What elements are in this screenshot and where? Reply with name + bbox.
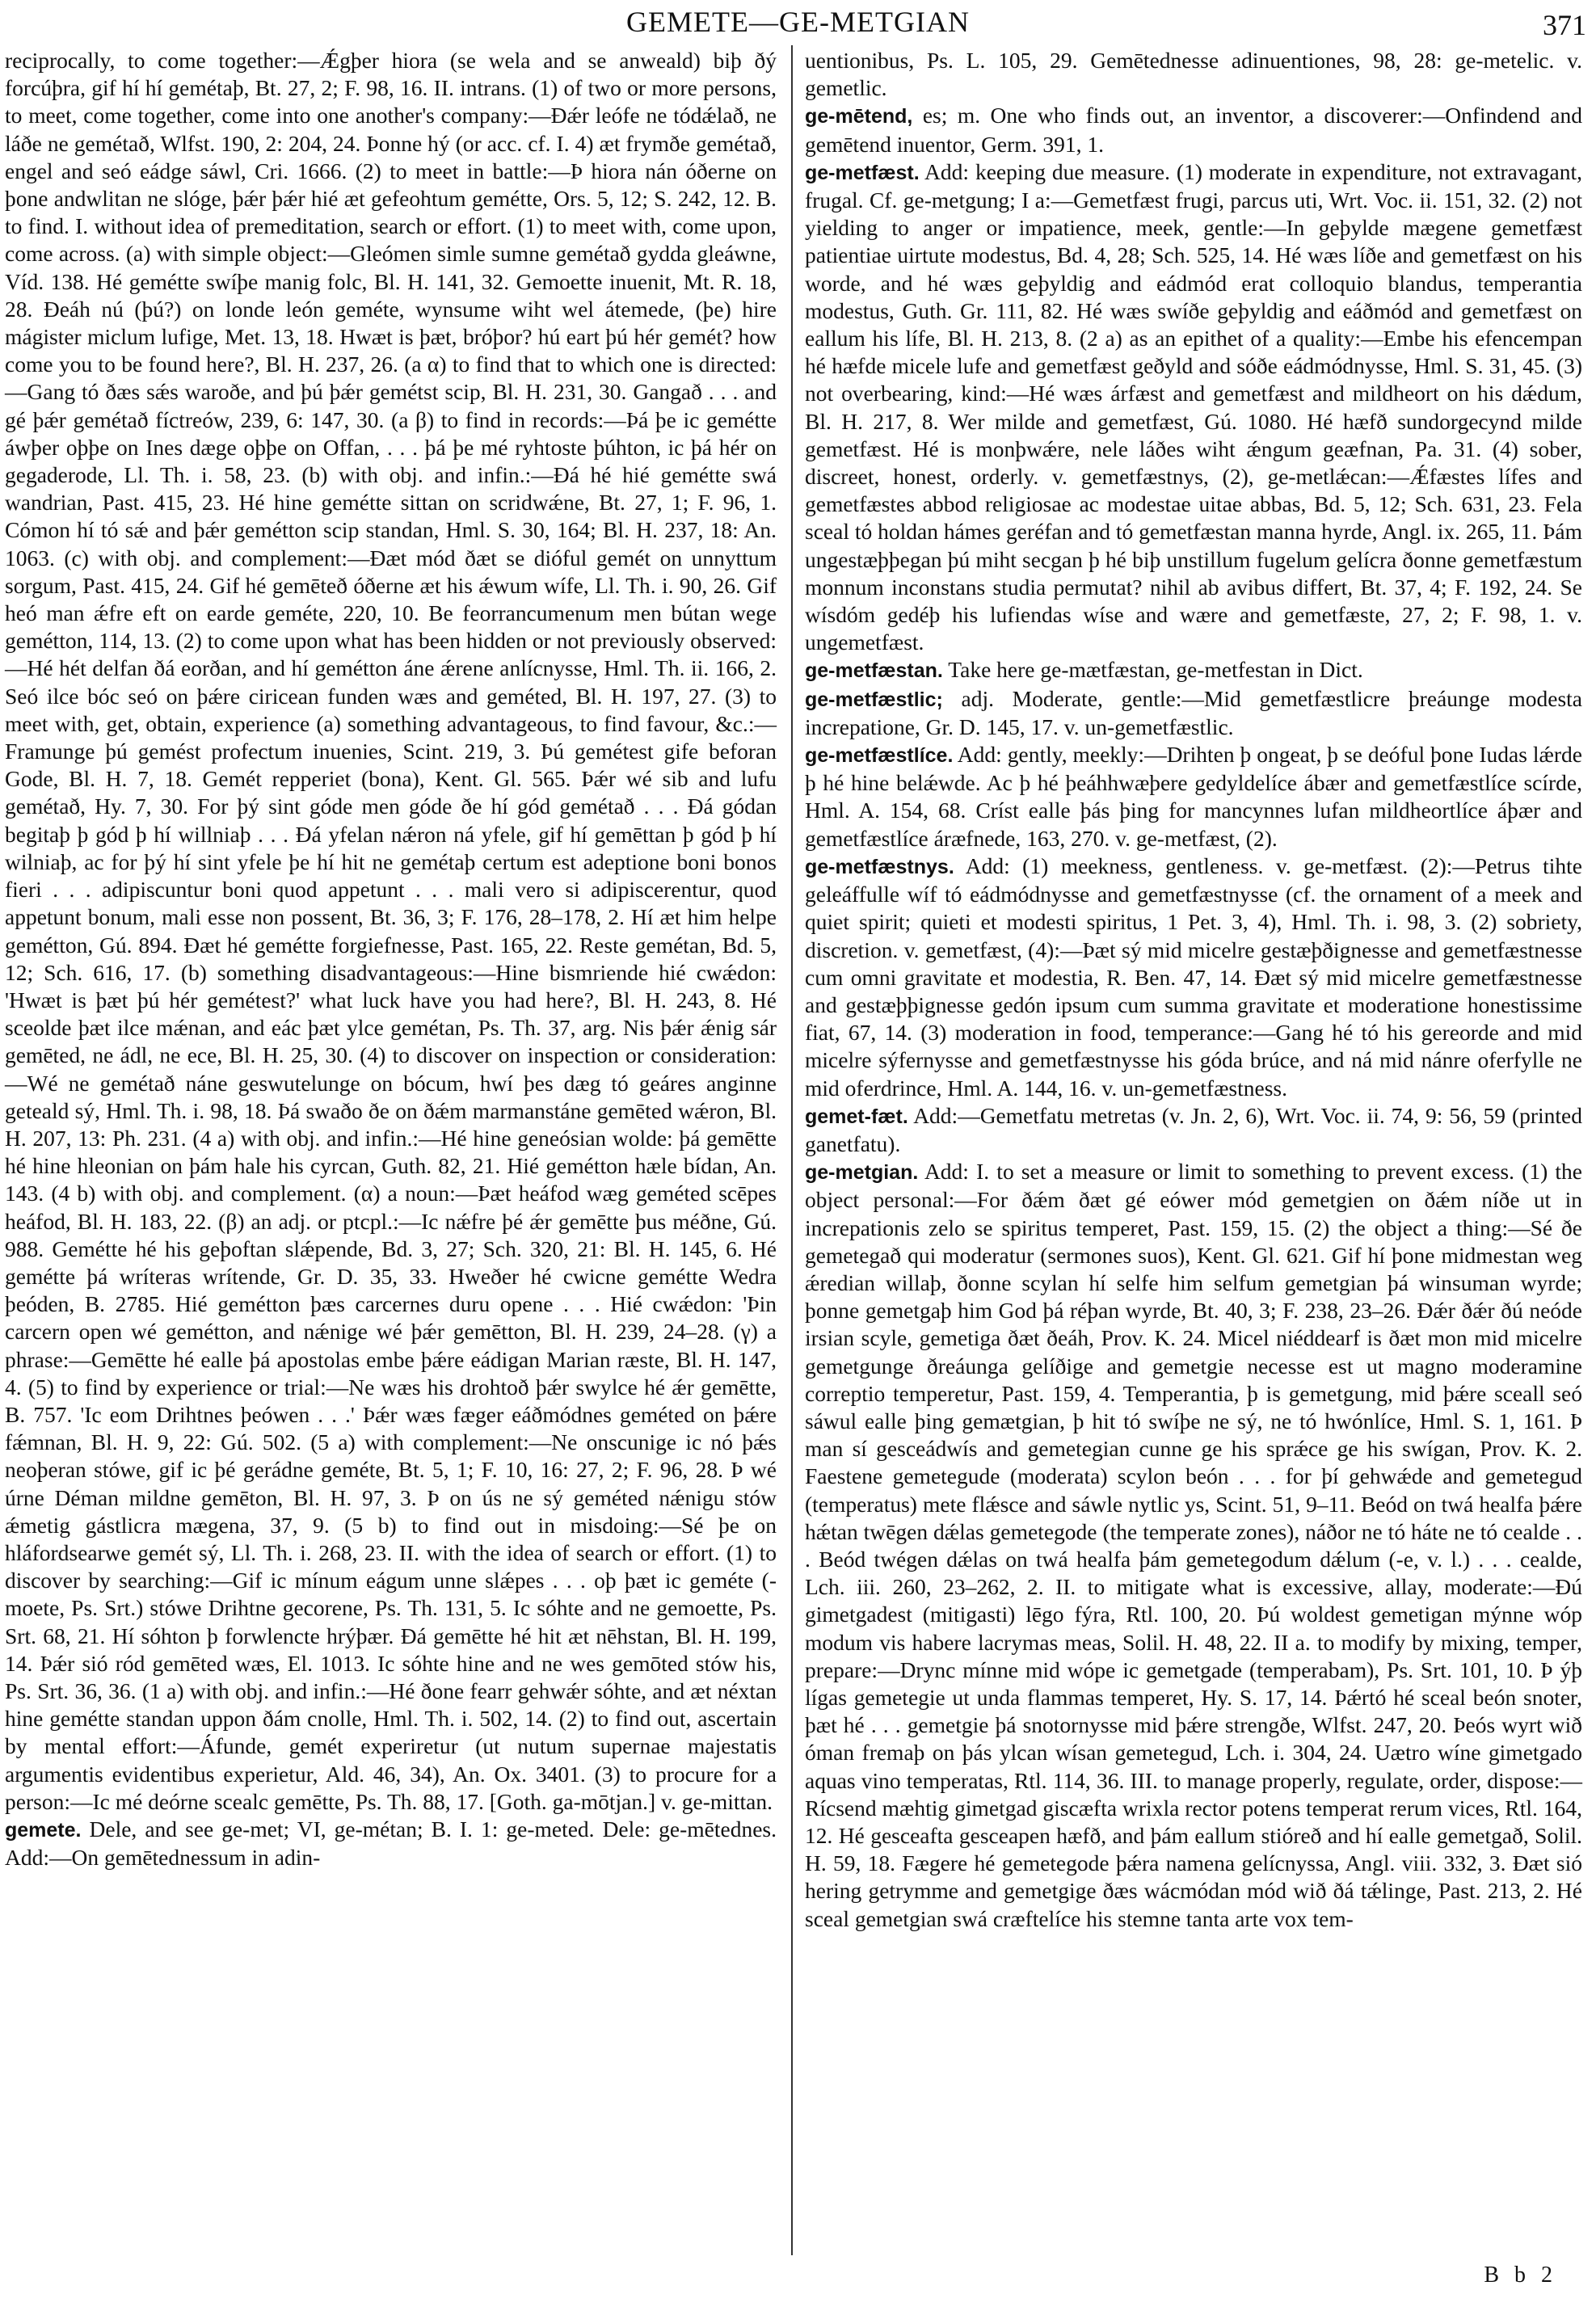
entry-headword: ge-metfæstlíce.	[805, 744, 954, 768]
page-header-title: GEMETE—GE-METGIAN	[626, 6, 970, 38]
entry-text: Add:—Gemetfatu metretas (v. Jn. 2, 6), Wrt. Voc. ii. 74, 9: 56, 59 (printed ganetfatu).	[805, 1102, 1582, 1156]
entry-headword: gemet-fæt.	[805, 1105, 908, 1128]
dictionary-entry	[805, 1102, 1582, 1158]
entry-headword: ge-metfæst.	[805, 161, 920, 184]
dictionary-entry	[805, 852, 1582, 1102]
entry-text: adj. Moderate, gentle:—Mid gemetfæstlicre þreáunge modesta increpatione, Gr. D. 145, 17. v. un-gemetfæstlic.	[805, 685, 1582, 739]
entry-text: Add: gently, meekly:—Drihten þ ongeat, þ se deóful þone Iudas lǽrde þ hé hine belǽwde. Ac þ hé þeáhhwæþere gedyldelíce ábær and gemetfæstlíce scírde, Hml. A. 154, 68. Críst ealle þás þing for mancynnes lufan mildheortlíce áþær and gemetfæstlíce áræfnede, 163, 270. v. ge-metfæst, (2).	[805, 742, 1582, 851]
entry-text: Dele, and see ge-met; VI, ge-métan; B. I. 1: ge-meted. Dele: ge-mētednes. Add:—On gemētednessum in adin-	[5, 1816, 777, 1871]
left-column	[5, 47, 777, 1871]
entry-text: Add: I. to set a measure or limit to something to prevent excess. (1) the object personal:—For ðǽm ðæt gé eówer mód gemetgien on ðǽm níðe ut in increpationis zelo se spiritus temperet, Past. 159, 15. (2) the object a thing:—Sé ðe gemetegað qui moderatur (sermones suos), Kent. Gl. 621. Gif hí þone midmestan weg ǽredian willaþ, ðonne scylan hí selfe him selfum gemetgian þá winsuman wyrde; þonne gemetgaþ him God þá réþan wyrde, Bt. 40, 3; F. 238, 23–26. Ðǽr ðǽr ðú neóde irsian scyle, gemetiga ðæt ðeáh, Prov. K. 24. Micel niéddearf is ðæt mon mid micelre gemetgunge ðreáunga gelíðige and gemetgie necesse est ut magno moderamine correptio temperetur, Past. 159, 4. Temperantia, þ is gemetgung, mid þǽre sceall seó sáwul ealle þing gemætgian, þ hit tó swíþe ne sý, ne tó hwónlíce, Hml. S. 1, 161. Þ man sí gesceádwís and gemetegian cunne ge his sprǽce ge his swígan, Prov. K. 2. Faestene gemetegude (moderata) scylon beón . . . for þí gehwǽde and gemetegud (temperatus) mete flǽsce and sáwle nytlic ys, Scint. 51, 9–11. Beód on twá healfa þǽre hǽtan twēgen dǽlas gemetegode (the temperate zones), náðor ne tó háte ne tó cealde . . . Beód twégen dǽlas on twá healfa þám gemetegodum dǽlum (-e, v. l.) . . . cealde, Lch. iii. 260, 23–262, 2. II. to mitigate what is excessive, allay, moderate:—Ðú gimetgadest (mitigasti) lēgo fýra, Rtl. 100, 20. Þú woldest gemetigan mýnne wóp modum vis habere lacrymas meas, Solil. H. 48, 22. II a. to modify by mixing, temper, prepare:—Drync mínne mid wópe ic gemetgade (temperabam), Ps. Srt. 101, 10. Þ ýþ lígas gemetegie ut unda flammas temperet, Hy. S. 17, 14. Þǽrtó hé sceal beón snoter, þæt hé . . . gemetgie þá snotornysse mid þǽre strengðe, Wlfst. 247, 20. Þeós wyrt wið óman fremaþ on þás ylcan wísan gemetegud, Lch. i. 304, 24. Uætro wíne gimetgado aquas vino temperatas, Rtl. 114, 36. III. to manage properly, regulate, order, dispose:—Rícsend mæhtig gimetgad giscæfta wrixla rector potens temperat rerum vices, Rtl. 164, 12. Hé gesceafta gesceapen hæfð, and þám eallum stióreð and hí ealle gemetgað, Solil. H. 59, 18. Fægere hé gemetegode þǽra namena gelícnyssa, Angl. viii. 332, 3. Ðæt sió hering getrymme and gemetgige ðæs wácmódan mód wið ðá tǽlinge, Past. 213, 2. Hé sceal gemetgian swá cræftelíce his stemne tanta arte vox tem-	[805, 1159, 1582, 1931]
entry-headword: gemete.	[5, 1819, 82, 1842]
dictionary-entry	[805, 656, 1582, 684]
dictionary-entry	[805, 158, 1582, 657]
right-column	[805, 47, 1582, 1933]
entry-headword: ge-metfæstlic;	[805, 688, 943, 711]
entry-headword: ge-metfæstan.	[805, 659, 943, 683]
page-number: 371	[1543, 9, 1586, 41]
dictionary-entry	[805, 102, 1582, 158]
entry-continuation	[805, 47, 1582, 102]
dictionary-entry	[805, 685, 1582, 741]
dictionary-entry	[805, 1158, 1582, 1933]
entry-headword: ge-metgian.	[805, 1161, 919, 1185]
entry-text: Add: (1) meekness, gentleness. v. ge-metfæst. (2):—Petrus tihte geleáffulle wíf tó eádmódnysse and gemetfæstnysse (cf. the ornament of a meek and quiet spirit; quieti et modesti spiritus, 1 Pet. 3, 4), Hml. Th. i. 98, 3. (2) sobriety, discretion. v. gemetfæst, (4):—Þæt sý mid micelre gestæþðignesse and gemetfæstnesse cum omni gravitate et modestia, R. Ben. 47, 14. Ðæt sý mid micelre gemetfæstnesse and gestæþþignesse gedón ipsum cum summa gravitate et moderatione honestissime fiat, 67, 14. (3) moderation in food, temperance:—Gang hé tó his gereorde and mid micelre sýfernysse and gemetfæstnysse his góda brúce, and ná mid nánre oferfylle ne mid oferdrince, Hml. A. 144, 16. v. un-gemetfæstness.	[805, 852, 1582, 1101]
entry-headword: ge-mētend,	[805, 105, 913, 128]
entry-text: es; m. One who finds out, an inventor, a discoverer:—Onfindend and gemētend inuentor, Germ. 391, 1.	[805, 103, 1582, 157]
printer-signature-mark: B b 2	[1484, 2263, 1557, 2288]
entry-headword: ge-metfæstnys.	[805, 855, 954, 878]
entry-continuation	[5, 47, 777, 1816]
entry-text: Take here ge-mætfæstan, ge-metfestan in Dict.	[942, 657, 1363, 683]
entry-text: Add: keeping due measure. (1) moderate in expenditure, not extravagant, frugal. Cf. ge-metgung; I a:—Gemetfæst frugi, parcus uti, Wrt. Voc. ii. 151, 32. (2) not yielding to anger or impatience, meek, gentle:—In geþylde mægene gemetfæst patientiae uirtute modestus, Bd. 4, 28; Sch. 525, 14. Hé wæs líðe and gemetfæst on his worde, and hé wæs geþyldig and eádmód erat colloquio blandus, temperantia modestus, Guth. Gr. 111, 82. Hé wæs swíðe geþyldig and eáðmód and gemetfæst on eallum his lífe, Bl. H. 213, 8. (2 a) as an epithet of a quality:—Embe his efencempan hé hæfde micele lufe and gemetfæst geðyld and sóðe eádmódnysse, Hml. S. 31, 45. (3) not overbearing, kind:—Hé wæs árfæst and gemetfæst and mildheort on his dǽdum, Bl. H. 217, 8. Wer milde and gemetfæst, Gú. 1080. Hé hæfð sundorgecynd milde gemetfæst. Hé is monþwǽre, nele láðes wiht ǽngum geæfnan, Pa. 31. (4) sober, discreet, honest, orderly. v. gemetfæstnys, (2), ge-metlǽcan:—Ǽfæstes lífes and gemetfæstes abbod religiosae ac modestae uitae abbas, Bd. 5, 12; Sch. 631, 23. Fela sceal tó holdan hámes geréfan and tó gemetfæstan manna hyrde, Angl. ix. 265, 11. Þám ungestæþþegan þú miht secgan þ hé biþ unstillum fugelum gelícra ðonne gemetfæstum monnum inconstans studia permutat? nihil ab avibus differt, Bt. 37, 4; F. 192, 24. Se wísdóm gedéþ his lufiendas wíse and wære and gemetfæste, 27, 2; F. 98, 1. v. ungemetfæst.	[805, 158, 1583, 655]
entry-text: uentionibus, Ps. L. 105, 29. Gemētednesse adinuentiones, 98, 28: ge-metelic. v. gemetlic.	[805, 48, 1582, 101]
dictionary-entry	[5, 1816, 777, 1871]
entry-text: reciprocally, to come together:—Ǽgþer hiora (se wela and se anweald) biþ ðý forcúþra, gif hí hí gemétaþ, Bt. 27, 2; F. 98, 16. II. intrans. (1) of two or more persons, to meet, come together, come into one another's company:—Ðǽr leófe ne tódǽlað, ne láðe ne gemétað, Wlfst. 190, 2: 204, 24. Þonne hý (or acc. cf. I. 4) æt frymðe gemétað, engel and seó eádge sáwl, Cri. 1666. (2) to meet in battle:—Þ hiora nán óðerne on þone andwlitan ne slóge, þǽr þǽr hié æt gefeohtum gemétte, Ors. 5, 12; S. 242, 12. B. to find. I. without idea of premeditation, search or effort. (1) to meet with, come upon, come across. (a) with simple object:—Gleómen simle sumne gemétað gydda gleáwne, Víd. 138. Hé gemétte swíþe manig folc, Bl. H. 141, 32. Gemoette inuenit, Mt. R. 18, 28. Ðeáh nú (þú?) on londe león geméte, wynsume wiht wel átemede, (þe) hire mágister miclum lufige, Met. 13, 18. Hwæt is þæt, bróþor? hú eart þú hér gemét? how come you to be found here?, Bl. H. 237, 26. (a α) to find that to which one is directed:—Gang tó ðæs sǽs waroðe, and þú þǽr gemétst scip, Bl. H. 231, 30. Gangað . . . and gé þǽr gemétað fíctreów, 239, 6: 147, 30. (a β) to find in records:—Þá þe ic gemétte áwþer oþþe on Ines dæge oþþe on Offan, . . . þá þe mé ryhtoste þúhton, ic þá hér on gegaderode, Ll. Th. i. 58, 23. (b) with obj. and infin.:—Ðá hé hié gemétte swá wandrian, Past. 415, 23. Hé hine gemétte sittan on scridwǽne, Bt. 27, 1; F. 96, 1. Cómon hí tó sǽ and þǽr gemétton scip standan, Hml. S. 30, 164; Bl. H. 237, 18: An. 1063. (c) with obj. and complement:—Ðæt mód ðæt se dióful gemét on unnyttum sorgum, Past. 415, 24. Gif hé gemēteð óðerne æt his ǽwum wífe, Ll. Th. i. 90, 26. Gif heó man ǽfre eft on earde geméte, 220, 10. Be feorrancumenum men bútan wege gemétton, 114, 13. (2) to come upon what has been hidden or not previously observed:—Hé hét delfan ðá eorðan, and hí gemétton áne ǽrene anlícnysse, Hml. Th. ii. 166, 2. Seó ilce bóc seó on þǽre ciricean funden wæs and geméted, Bl. H. 197, 27. (3) to meet with, get, obtain, experience (a) something advantageous, to find favour, &c.:—Framunge þú gemést profectum inuenies, Scint. 219, 3. Þú gemétest gife beforan Gode, Bl. H. 7, 18. Gemét repperiet (bona), Kent. Gl. 565. Þǽr wé sib and lufu gemétað, Hy. 7, 30. For þý sint góde men góde ðe hí gód gemétað . . . Ðá gódan begitaþ þ gód þ hí willniaþ . . . Ðá yfelan nǽron ná yfele, gif hí gemēttan þ gód þ hí wilniaþ, ac for þý hí sint yfele þe hí hit ne gemétaþ certum est adeptione boni bonos fieri . . . adipiscuntur boni quod appetunt . . . mali vero si adipiscerentur, quod appetunt bonum, mali esse non possent, Bt. 36, 3; F. 176, 28–178, 2. Hí æt him helpe gemétton, Gú. 894. Ðæt hé gemétte forgiefnesse, Past. 165, 22. Reste gemétan, Bd. 5, 12; Sch. 616, 17. (b) something disadvantageous:—Hine bismriende hié cwǽdon: 'Hwæt is þæt þú hér gemétest?' what luck have you had here?, Bl. H. 243, 8. Hé sceolde þæt ilce mǽnan, and eác þæt ylce gemétan, Ps. Th. 37, arg. Nis þǽr ǽnig sár gemēted, ne ádl, ne ece, Bl. H. 25, 30. (4) to discover on inspection or consideration:—Wé ne gemétað náne geswutelunge on bócum, hwí þes dæg tó geáres anginne geteald sý, Hml. Th. i. 98, 18. Þá swaðo ðe on ðǽm marmanstáne gemēted wǽron, Bl. H. 207, 13: Ph. 231. (4 a) with obj. and infin.:—Hé hine geneósian wolde: þá gemētte hé hine hleonian on þám hale his cyrcan, Guth. 82, 21. Hié gemétton hæle bídan, An. 143. (4 b) with obj. and complement. (α) a noun:—Þæt heáfod wæg geméted scēpes heáfod, Bl. H. 183, 22. (β) an adj. or ptcpl.:—Ic nǽfre þé ǽr gemētte þus méðne, Gú. 988. Gemétte hé his geþoftan slǽpende, Bd. 3, 27; Sch. 320, 21: Bl. H. 145, 6. Hé gemétte þá wríteras wrítende, Gr. D. 35, 33. Hweðer hé cwicne gemétte Wedra þeóden, B. 2785. Hié gemétton þæs carcernes duru opene . . . Hié cwǽdon: 'Þin carcern open wé gemétton, and nǽnige wé þǽr gemētton, Bl. H. 239, 24–28. (γ) a phrase:—Gemētte hé ealle þá apostolas embe þǽre eádigan Marian ræste, Bl. H. 147, 4. (5) to find by experience or trial:—Ne wæs his drohtoð þǽr swylce hé ǽr gemētte, B. 757. 'Ic eom Drihtnes þeówen . . .' Þǽr wæs fæger eáðmódnes geméted on þǽre fǽmnan, Bl. H. 9, 22: Gú. 502. (5 a) with complement:—Ne onscunige ic nó þǽs neoþeran stówe, gif ic þé gerádne geméte, Bt. 5, 1; F. 10, 16: 27, 2; F. 96, 28. Þ wé úrne Déman mildne gemēton, Bl. H. 97, 3. Þ on ús ne sý geméted nǽnigu stów ǽmetig gástlicra mægena, 37, 9. (5 b) to find out in misdoing:—Sé þe on hláfordsearwe gemét sý, Ll. Th. i. 268, 23. II. with the idea of search or effort. (1) to discover by searching:—Gif ic mínum eágum unne slǽpes . . . oþ þæt ic geméte (-moete, Ps. Srt.) stówe Drihtne gecorene, Ps. Th. 131, 5. Ic sóhte and ne gemoette, Ps. Srt. 68, 21. Hí sóhton þ forwlencte hrýþær. Ðá gemētte hé hit æt nēhstan, Bl. H. 199, 14. Þǽr sió ród gemēted wæs, El. 1013. Ic sóhte hine and ne wes gemōted stów his, Ps. Srt. 36, 36. (1 a) with obj. and infin.:—Hé ðone fearr gehwǽr sóhte, and æt néxtan hine gemétte standan uppon ðám cnolle, Hml. Th. i. 502, 14. (2) to find out, ascertain by mental effort:—Áfunde, gemét experiretur (ut nutum supernae majestatis argumentis evidentibus experietur, Ald. 46, 34), An. Ox. 3401. (3) to procure for a person:—Ic mé deórne scealc gemētte, Ps. Th. 88, 17. [Goth. ga-mōtjan.] v. ge-mittan.	[5, 48, 777, 1814]
column-divider	[791, 45, 793, 2255]
dictionary-entry	[805, 741, 1582, 852]
running-header	[0, 5, 1596, 45]
